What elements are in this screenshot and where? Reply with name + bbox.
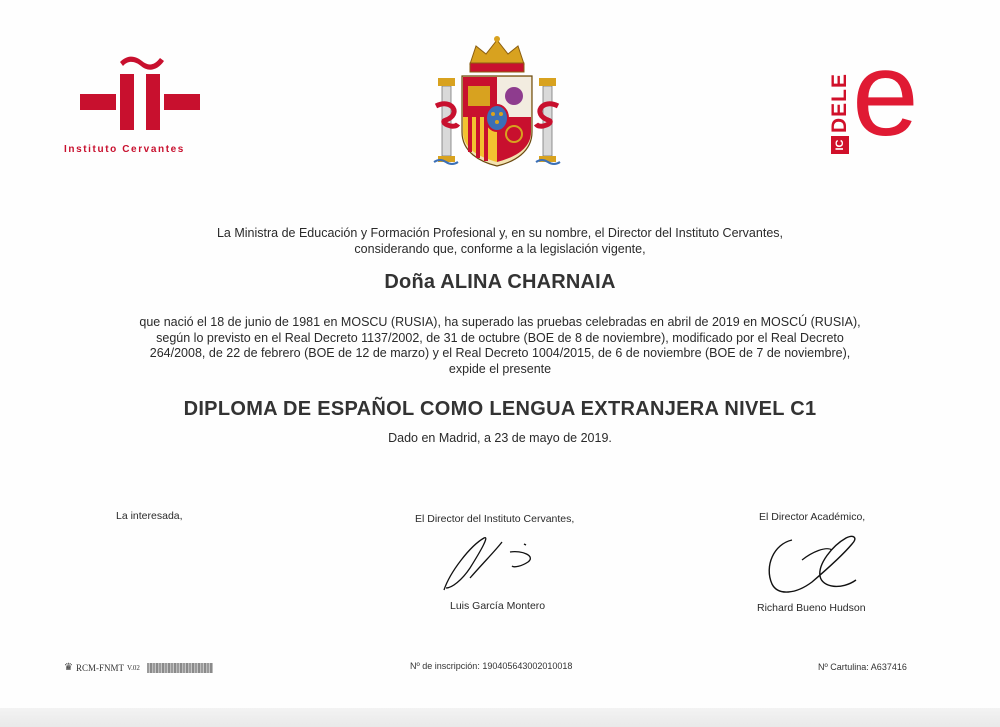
cartulina-number: Nº Cartulina: A637416 (818, 662, 907, 672)
academic-name: Richard Bueno Hudson (757, 602, 866, 614)
page-bottom-edge (0, 708, 1000, 727)
dele-ic-box: IC (831, 136, 849, 154)
dele-logo (822, 27, 937, 161)
rcm-version: V.02 (126, 663, 140, 672)
director-signature-label: El Director del Instituto Cervantes, (415, 513, 575, 525)
intro-paragraph: La Ministra de Educación y Formación Profesional y, en su nombre, el Director del Instituto Cervantes, considerando que, conforme a la legislación vigente, (216, 226, 783, 256)
holder-signature-label: La interesada, (116, 510, 183, 522)
dele-word: DELE (828, 72, 851, 133)
dele-letter-e: e (852, 27, 919, 161)
rcm-fnmt-mark (64, 662, 213, 673)
issue-date: Dado en Madrid, a 23 de mayo de 2019. (388, 431, 612, 445)
institute-name: Instituto Cervantes (64, 144, 185, 155)
diploma-title: DIPLOMA DE ESPAÑOL COMO LENGUA EXTRANJERA NIVEL C1 (183, 398, 817, 420)
body-paragraph: que nació el 18 de junio de 1981 en MOSCU (RUSIA), ha superado las pruebas celebradas en abril de 2019 en MOSCÚ (RUSIA), según lo previsto en el Real Decreto 1137/2002, de 31 de octubre (BOE de 8 de noviembre), modificado por el Real Decreto 264/2008, de 22 de febrero (BOE de 12 de marzo) y el Real Decreto 1004/2015, de 6 de noviembre (BOE de 7 de noviembre), expide el presente (139, 315, 861, 376)
director-name: Luis García Montero (450, 600, 546, 612)
director-signature-icon (440, 532, 550, 596)
rcm-code: RCM-FNMT (75, 662, 124, 673)
recipient-name: Doña ALINA CHARNAIA (384, 271, 616, 293)
fnmt-mark-icon: ♛ (64, 662, 73, 673)
academic-signature-icon (762, 530, 862, 600)
security-barcode (147, 663, 213, 673)
cervantes-emblem-icon (80, 52, 200, 134)
instituto-cervantes-logo (64, 52, 224, 162)
spain-coat-of-arms-icon (432, 34, 562, 170)
dele-wordmark (828, 62, 852, 154)
inscription-number: Nº de inscripción: 190405643002010018 (410, 661, 573, 671)
academic-signature-label: El Director Académico, (759, 511, 866, 523)
